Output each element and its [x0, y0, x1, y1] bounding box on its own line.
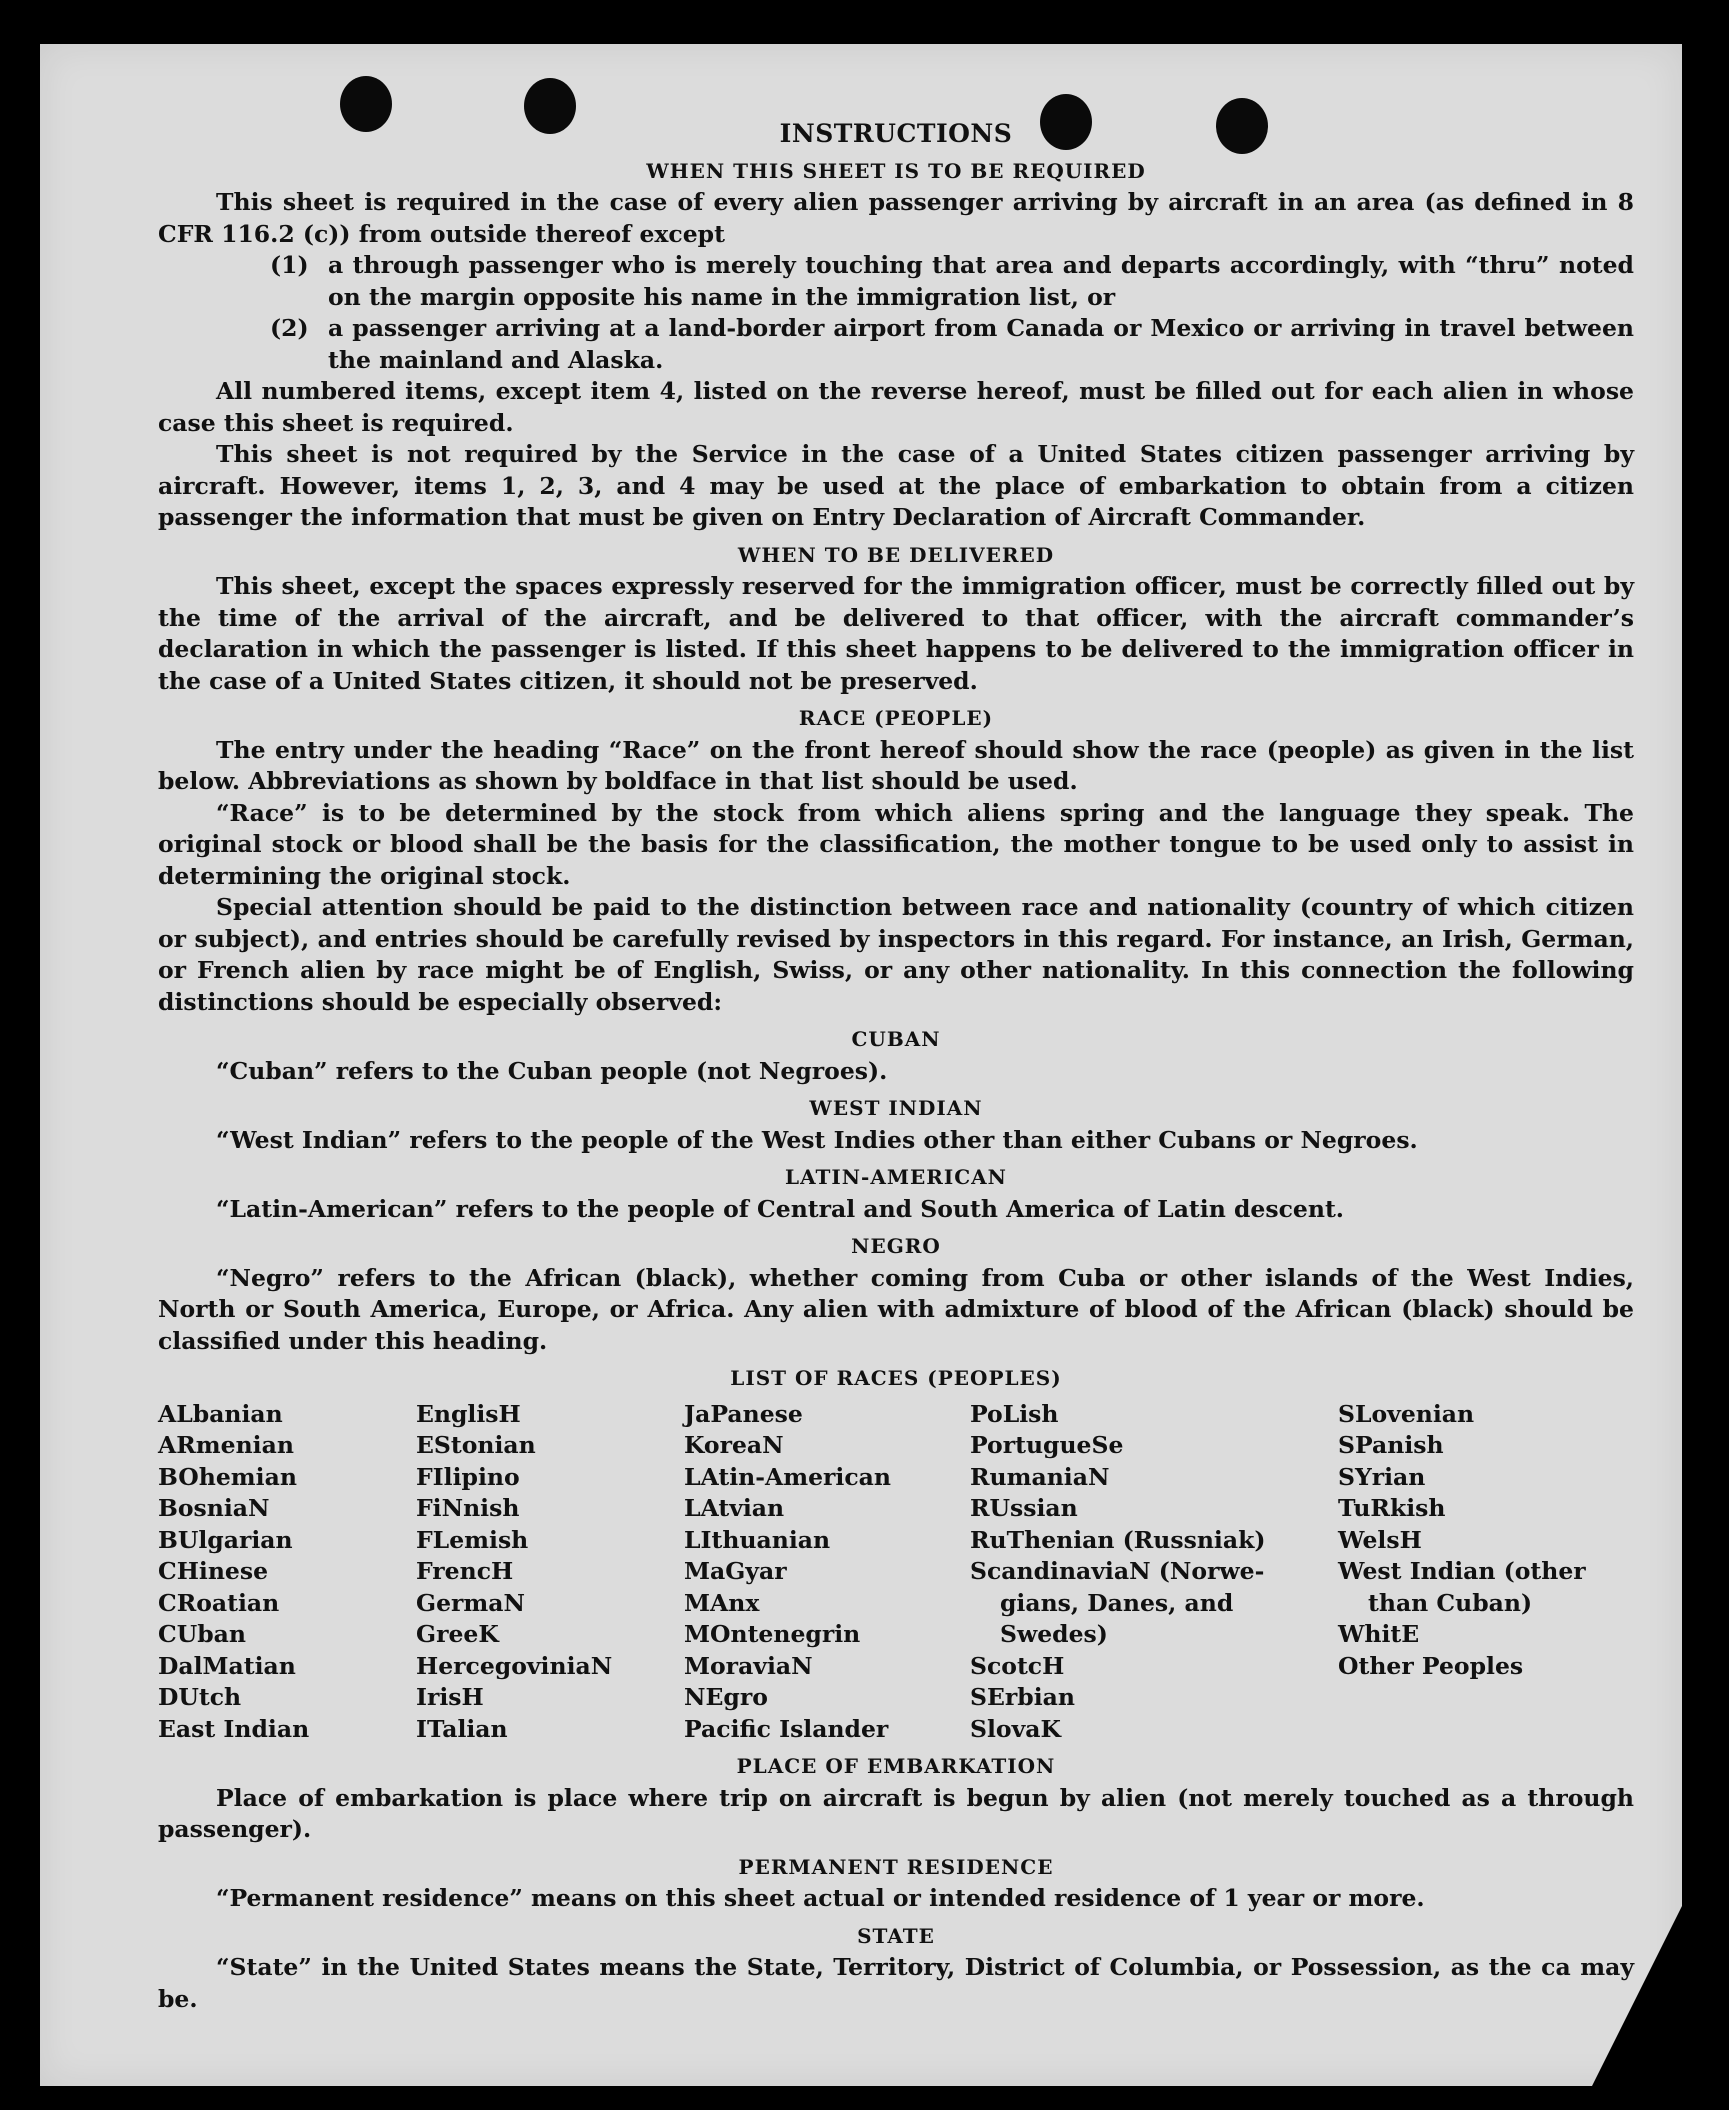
race-list: [158, 1399, 1634, 1746]
section-heading: PERMANENT RESIDENCE: [738, 1854, 1054, 1879]
race-entry: FiNnish: [416, 1494, 520, 1522]
race-entry: PortugueSe: [970, 1431, 1124, 1459]
race-entry: KoreaN: [684, 1431, 784, 1459]
paragraph: “Latin-American” refers to the people of Central and South America of Latin descent.: [216, 1194, 1344, 1223]
paragraph: Special attention should be paid to the distinction between race and nationality (country of which citizen or subject), and entries should be carefully revised by inspectors in this regard. For instance, an Irish, German, or French alien by race might be of English, Swiss, or any other nationality. In this connection the following distinctions should be especially observed:: [158, 893, 1634, 1016]
paragraph: This sheet, except the spaces expressly reserved for the immigration officer, must be correctly filled out by the time of the arrival of the aircraft, and be delivered to that officer, with the aircraft commander’s declaration in which the passenger is listed. If this sheet happens to be delivered to the immigration officer in the case of a United States citizen, it should not be preserved.: [158, 572, 1634, 695]
race-entry: WelsH: [1338, 1525, 1422, 1554]
paragraph: “Permanent residence” means on this sheet actual or intended residence of 1 year or more.: [216, 1884, 1425, 1912]
race-entry: BOhemian: [158, 1462, 297, 1491]
section-heading: WHEN THIS SHEET IS TO BE REQUIRED: [646, 158, 1146, 183]
paragraph: The entry under the heading “Race” on the front hereof should show the race (people) as given in the list below. Abbreviations as shown by boldface in that list should be used.: [158, 735, 1634, 795]
race-entry: SLovenian: [1338, 1399, 1475, 1428]
instructions-text: [158, 118, 1634, 2015]
item-text: a through passenger who is merely touching that area and departs accordingly, with “thru” noted on the margin opposite his name in the immigration list, or: [328, 251, 1634, 311]
paragraph: “Negro” refers to the African (black), whether coming from Cuba or other islands of the West Indies, North or South America, Europe, or Africa. Any alien with admixture of blood of the African (black) should be classified under this heading.: [158, 1263, 1634, 1355]
race-entry: SlovaK: [970, 1714, 1061, 1743]
race-entry: RuThenian (Russniak): [970, 1525, 1266, 1554]
race-entry: MOntenegrin: [684, 1620, 861, 1648]
race-column: [416, 1399, 684, 1746]
race-entry: Other Peoples: [1338, 1651, 1524, 1680]
paragraph: Place of embarkation is place where trip on aircraft is begun by alien (not merely touched as a through passenger).: [158, 1783, 1634, 1843]
paragraph: “West Indian” refers to the people of the West Indies other than either Cubans or Negroes.: [216, 1125, 1418, 1154]
race-column: [1338, 1399, 1634, 1746]
race-entry: FIlipino: [416, 1462, 520, 1491]
section-heading: WHEN TO BE DELIVERED: [737, 542, 1055, 567]
race-entry: MoraviaN: [684, 1651, 813, 1680]
race-entry: GermaN: [416, 1588, 525, 1617]
race-entry: MAnx: [684, 1588, 760, 1617]
paragraph: “Cuban” refers to the Cuban people (not Negroes).: [216, 1056, 888, 1085]
race-entry: Pacific Islander: [684, 1714, 889, 1743]
race-entry: DUtch: [158, 1683, 242, 1711]
paragraph: All numbered items, except item 4, listed on the reverse hereof, must be filled out for each alien in whose case this sheet is required.: [158, 377, 1634, 437]
race-entry: ITalian: [416, 1714, 508, 1743]
section-heading: LATIN-AMERICAN: [785, 1165, 1007, 1189]
race-column: [970, 1399, 1338, 1746]
race-entry: TuRkish: [1338, 1494, 1446, 1522]
race-entry: HercegoviniaN: [416, 1651, 613, 1680]
race-column: [158, 1399, 416, 1746]
race-entry: FLemish: [416, 1525, 529, 1554]
race-entry: gians, Danes, and: [1000, 1588, 1234, 1617]
page-title: INSTRUCTIONS: [779, 119, 1013, 148]
race-entry: DalMatian: [158, 1651, 296, 1680]
race-entry: ScandinaviaN (Norwe-: [970, 1557, 1265, 1585]
section-heading: RACE (PEOPLE): [798, 706, 994, 730]
race-entry: LAtin-American: [684, 1462, 891, 1491]
paragraph: This sheet is required in the case of every alien passenger arriving by aircraft in an area (as defined in 8 CFR 116.2 (c)) from outside thereof except: [158, 188, 1634, 248]
race-entry: East Indian: [158, 1714, 310, 1743]
section-heading: PLACE OF EMBARKATION: [736, 1754, 1056, 1778]
list-item: [158, 250, 1634, 313]
race-entry: JaPanese: [684, 1399, 803, 1428]
section-heading: NEGRO: [851, 1234, 941, 1258]
paragraph: This sheet is not required by the Service in the case of a United States citizen passenger arriving by aircraft. However, items 1, 2, 3, and 4 may be used at the place of embarkation to obtain from a citizen passenger the information that must be given on Entry Declaration of Aircraft Commander.: [158, 440, 1634, 531]
race-entry: RumaniaN: [970, 1462, 1110, 1491]
race-entry: FrencH: [416, 1557, 514, 1585]
section-heading: LIST OF RACES (PEOPLES): [730, 1366, 1062, 1390]
race-entry: than Cuban): [1368, 1588, 1533, 1617]
race-entry: LAtvian: [684, 1494, 785, 1522]
form-sheet: [40, 44, 1682, 2086]
item-number: (2): [270, 314, 309, 342]
race-entry: EnglisH: [416, 1399, 521, 1428]
race-entry: SYrian: [1338, 1462, 1426, 1491]
race-entry: West Indian (other: [1338, 1557, 1586, 1585]
race-entry: GreeK: [416, 1620, 499, 1648]
paragraph: “Race” is to be determined by the stock from which aliens spring and the language they speak. The original stock or blood shall be the basis for the classification, the mother tongue to be used only to assist in determining the original stock.: [158, 798, 1634, 890]
race-entry: Swedes): [1000, 1620, 1108, 1648]
section-heading: STATE: [857, 1923, 935, 1948]
race-entry: NEgro: [684, 1683, 768, 1711]
race-entry: ALbanian: [158, 1399, 283, 1428]
item-text: a passenger arriving at a land-border airport from Canada or Mexico or arriving in travel between the mainland and Alaska.: [328, 314, 1634, 374]
race-entry: SErbian: [970, 1683, 1075, 1711]
race-entry: ARmenian: [158, 1431, 294, 1459]
paragraph: “State” in the United States means the State, Territory, District of Columbia, or Possession, as the ca may be.: [158, 1953, 1634, 2013]
race-entry: CRoatian: [158, 1588, 280, 1617]
race-entry: BUlgarian: [158, 1525, 293, 1554]
race-entry: WhitE: [1338, 1620, 1420, 1648]
race-entry: RUssian: [970, 1494, 1078, 1522]
race-entry: EStonian: [416, 1431, 536, 1459]
race-entry: CUban: [158, 1620, 246, 1648]
race-entry: LIthuanian: [684, 1525, 831, 1554]
race-column: [684, 1399, 970, 1746]
race-entry: SPanish: [1338, 1431, 1444, 1459]
race-entry: IrisH: [416, 1683, 484, 1711]
race-entry: CHinese: [158, 1557, 269, 1585]
race-entry: MaGyar: [684, 1557, 787, 1585]
race-entry: BosniaN: [158, 1494, 270, 1522]
section-heading: WEST INDIAN: [809, 1096, 983, 1120]
race-entry: ScotcH: [970, 1651, 1065, 1680]
race-entry: PoLish: [970, 1399, 1059, 1428]
list-item: [158, 313, 1634, 376]
item-number: (1): [270, 251, 309, 279]
section-heading: CUBAN: [851, 1027, 941, 1051]
